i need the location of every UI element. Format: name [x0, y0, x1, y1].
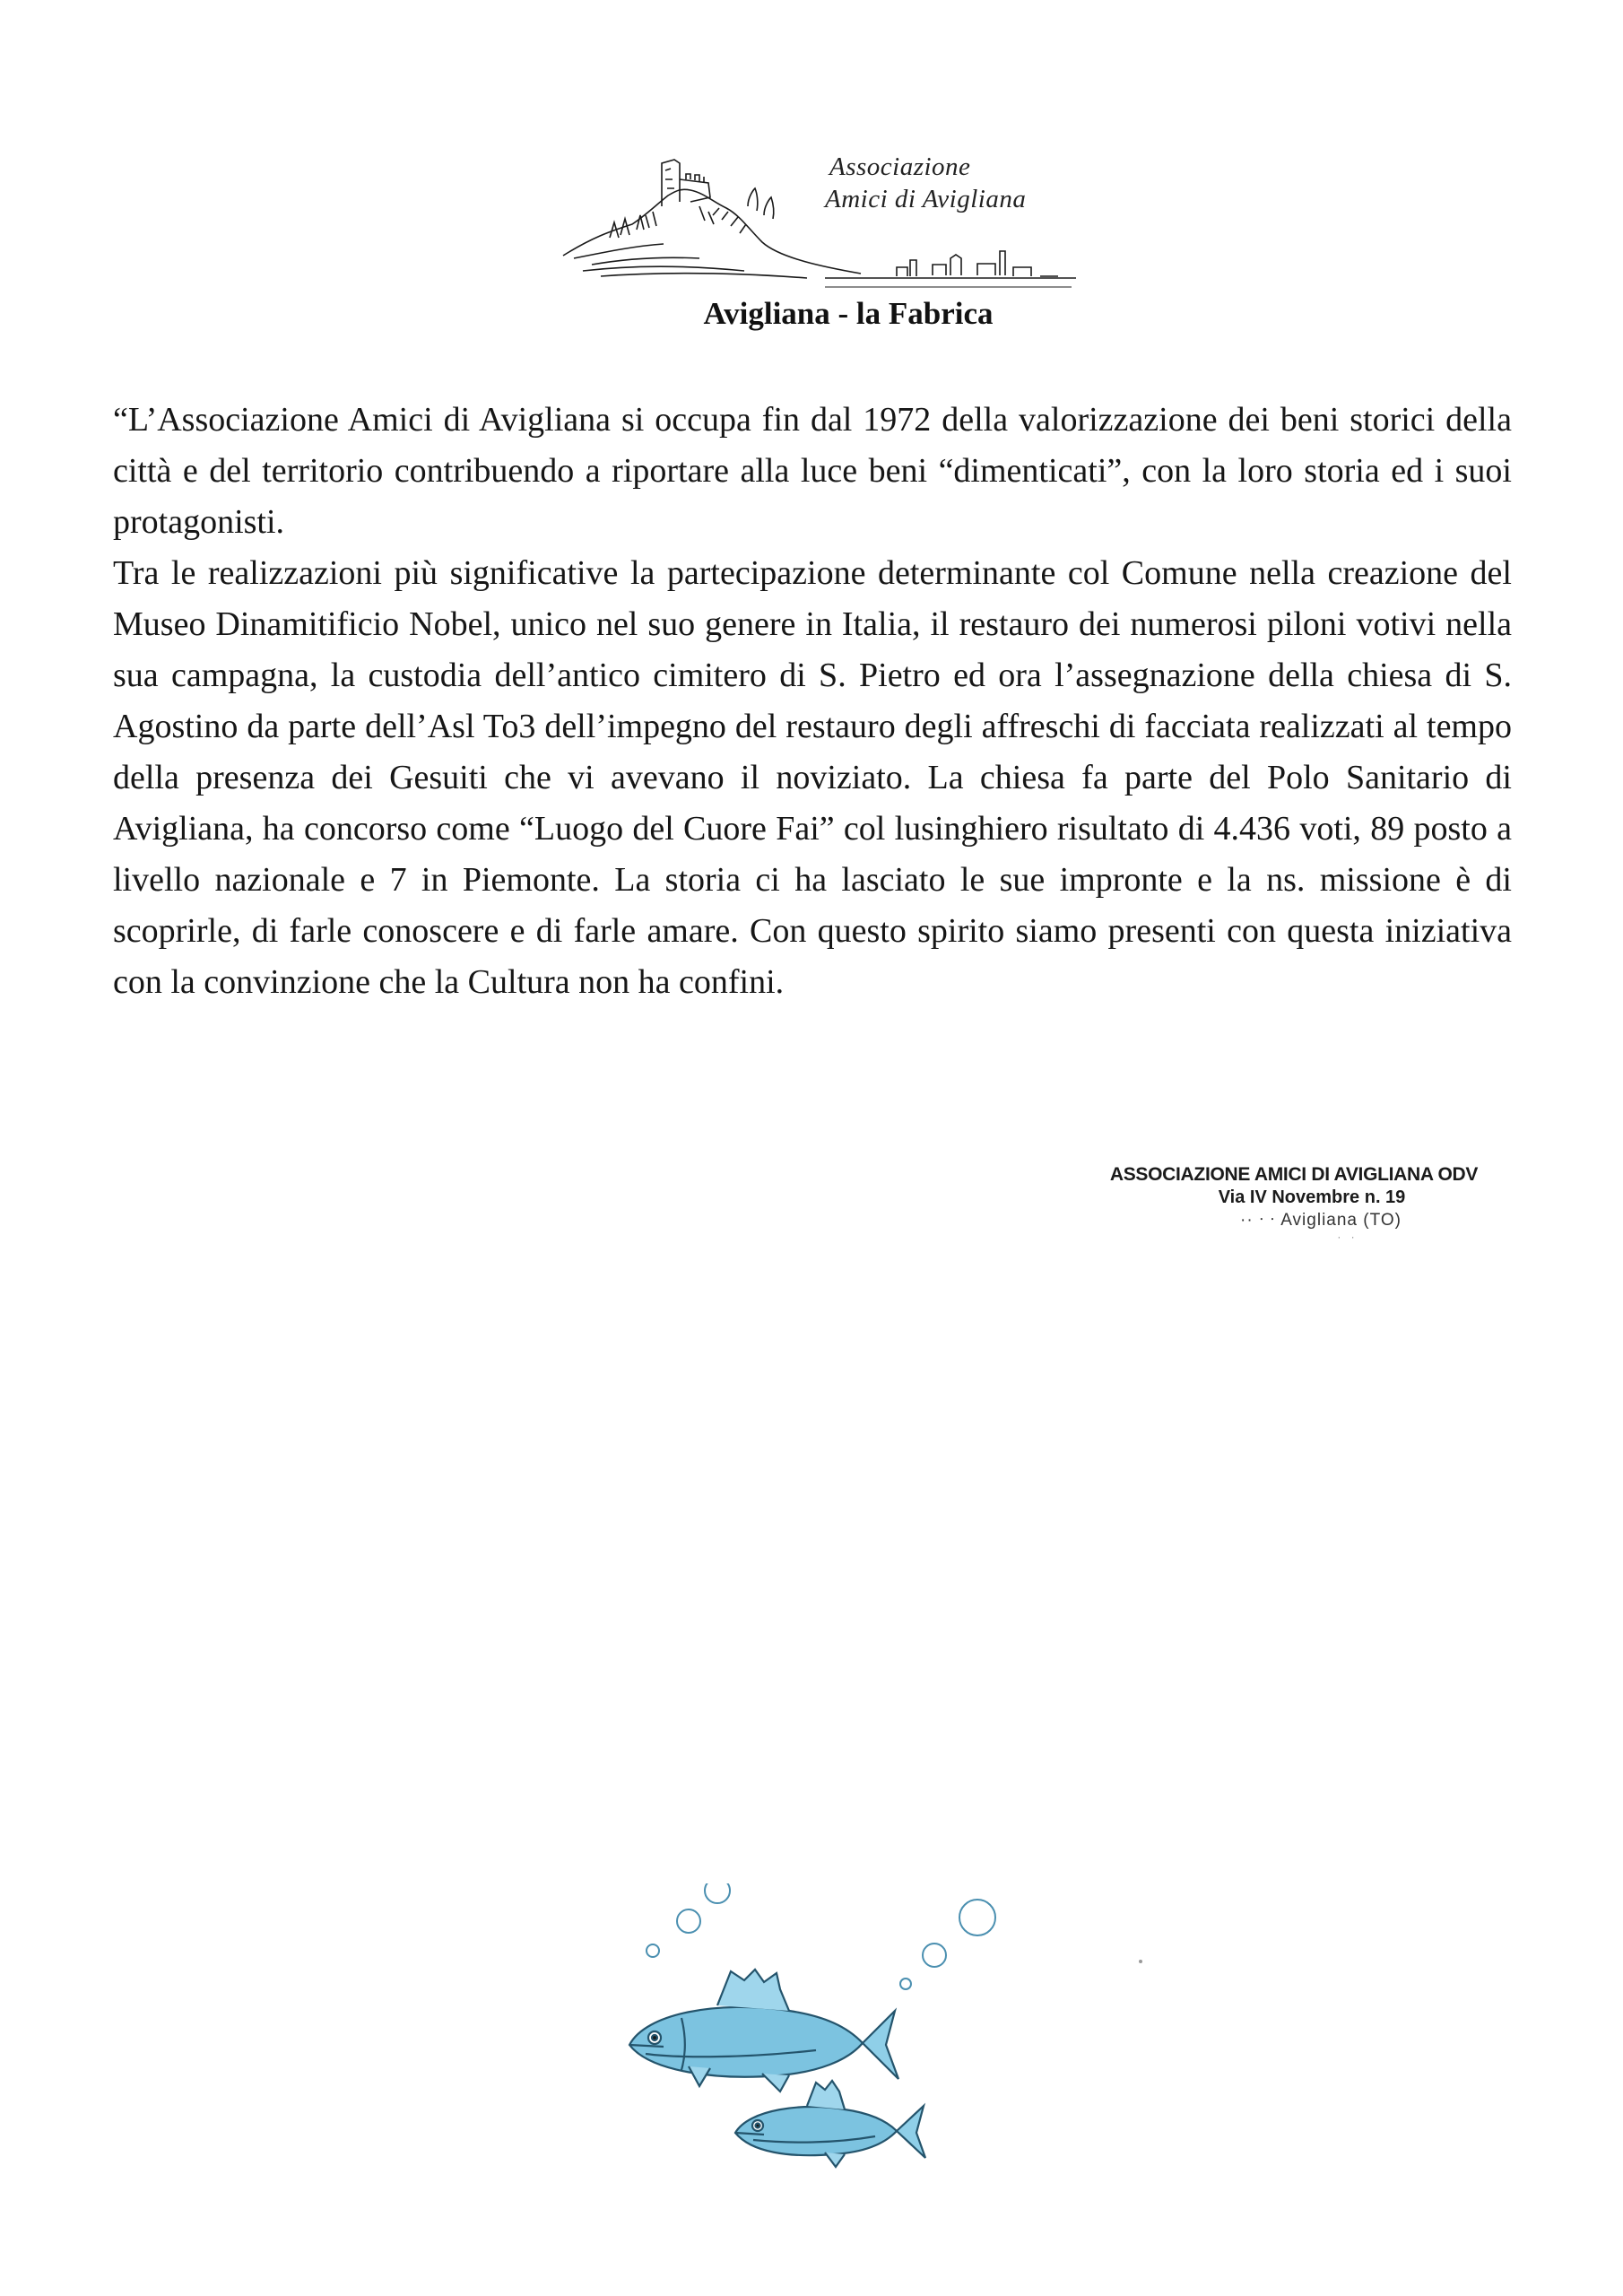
stamp-line-2: Via IV Novembre n. 19: [1218, 1187, 1406, 1207]
association-stamp: [1083, 1164, 1505, 1243]
scan-speck: [1139, 1960, 1142, 1963]
stamp-line-4: · ·: [1337, 1231, 1358, 1243]
page-subtitle: Avigliana - la Fabrica: [703, 296, 994, 331]
org-name-line2: Amici di Avigliana: [825, 185, 1027, 213]
stamp-line-3: ·· ᐧ ᐧ Avigliana (TO): [1240, 1211, 1402, 1230]
letter-body: [113, 395, 1512, 1008]
body-paragraph-1: “L’Associazione Amici di Avigliana si occupa fin dal 1972 della valorizzazione dei beni storici della città e del territorio contribuendo a riportare alla luce beni “dimenticati”, con la loro storia ed i suoi protagonisti.: [113, 401, 1512, 541]
association-logo: [556, 144, 1076, 314]
body-paragraph-2: Tra le realizzazioni più significative la partecipazione determinante col Comune nella creazione del Museo Dinamitificio Nobel, unico nel suo genere in Italia, il restauro dei numerosi piloni votivi nella sua campagna, la custodia dell’antico cimitero di S. Pietro ed ora l’assegnazione della chiesa di S. Agostino da parte dell’Asl To3 dell’impegno del restauro degli affreschi di facciata realizzati al tempo della presenza dei Gesuiti che vi avevano il noviziato. La chiesa fa parte del Polo Sanitario di Avigliana, ha concorso come “Luogo del Cuore Fai” col lusinghiero risultato di 4.436 voti, 89 posto a livello nazionale e 7 in Piemonte. La storia ci ha lasciato le sue impronte e la ns. missione è di scoprirle, di farle conoscere e di farle amare. Con questo spirito siamo presenti con questa iniziativa con la convinzione che la Cultura non ha confini.: [113, 554, 1512, 1001]
stamp-line-1: ASSOCIAZIONE AMICI DI AVIGLIANA ODV: [1109, 1164, 1479, 1185]
castle-landscape-logo: [556, 152, 1076, 291]
fish-drawing: [610, 1883, 1004, 2170]
org-name-line1: Associazione: [829, 152, 971, 181]
